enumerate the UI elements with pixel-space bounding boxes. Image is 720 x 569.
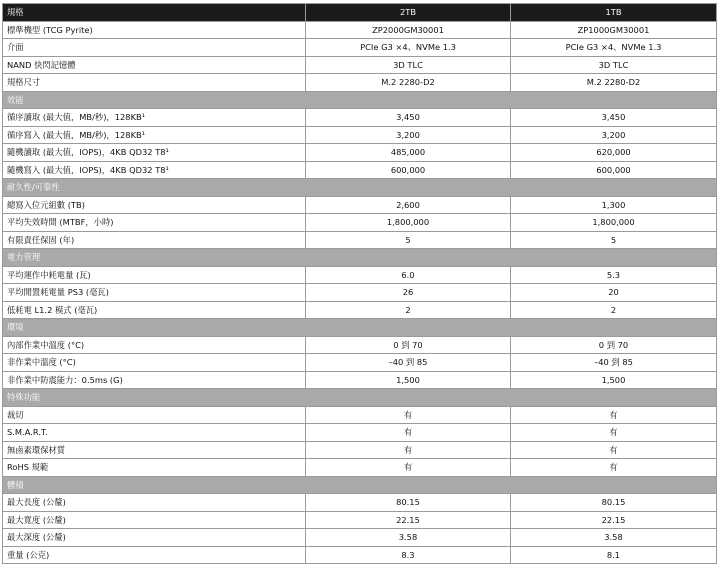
value-2tb: 有 (306, 441, 511, 459)
value-1tb: 1,300 (511, 196, 717, 214)
spec-label: 低耗電 L1.2 模式 (毫瓦) (3, 301, 306, 319)
value-2tb: –40 到 85 (306, 354, 511, 372)
value-2tb: 485,000 (306, 144, 511, 162)
table-row (3, 144, 717, 162)
spec-label: RoHS 規範 (3, 459, 306, 477)
table-row (3, 406, 717, 424)
spec-label: 最大寬度 (公釐) (3, 511, 306, 529)
spec-label: 非作業中防震能力：0.5ms (G) (3, 371, 306, 389)
spec-label: 無鹵素環保材質 (3, 441, 306, 459)
spec-label: 介面 (3, 39, 306, 57)
value-1tb: 80.15 (511, 494, 717, 512)
table-row (3, 441, 717, 459)
header-1tb: 1TB (511, 4, 717, 22)
value-1tb: M.2 2280-D2 (511, 74, 717, 92)
value-2tb: 有 (306, 459, 511, 477)
spec-label: NAND 快閃記憶體 (3, 56, 306, 74)
value-1tb: 有 (511, 424, 717, 442)
value-1tb: 0 到 70 (511, 336, 717, 354)
value-2tb: 2,600 (306, 196, 511, 214)
value-2tb: 5 (306, 231, 511, 249)
section-title: 體積 (3, 476, 717, 494)
value-2tb: 8.3 (306, 546, 511, 564)
spec-label: 最大深度 (公釐) (3, 529, 306, 547)
value-1tb: 有 (511, 441, 717, 459)
section-title: 效能 (3, 91, 717, 109)
spec-label: 內部作業中溫度 (°C) (3, 336, 306, 354)
value-1tb: –40 到 85 (511, 354, 717, 372)
value-2tb: 2 (306, 301, 511, 319)
table-row (3, 214, 717, 232)
value-2tb: 3,450 (306, 109, 511, 127)
section-title: 耐久性/可靠性 (3, 179, 717, 197)
spec-label: 最大長度 (公釐) (3, 494, 306, 512)
section-header-row (3, 179, 717, 197)
table-row (3, 21, 717, 39)
value-1tb: 2 (511, 301, 717, 319)
header-2tb: 2TB (306, 4, 511, 22)
value-1tb: 有 (511, 459, 717, 477)
spec-label: 隨機寫入 (最大值，IOPS)，4KB QD32 T8¹ (3, 161, 306, 179)
spec-label: 循序寫入 (最大值，MB/秒)，128KB¹ (3, 126, 306, 144)
value-2tb: 3,200 (306, 126, 511, 144)
value-1tb: 有 (511, 406, 717, 424)
value-2tb: M.2 2280-D2 (306, 74, 511, 92)
table-row (3, 126, 717, 144)
table-row (3, 511, 717, 529)
spec-label: 總寫入位元組數 (TB) (3, 196, 306, 214)
table-row (3, 546, 717, 564)
table-row (3, 74, 717, 92)
section-title: 特殊功能 (3, 389, 717, 407)
table-row (3, 529, 717, 547)
section-title: 環境 (3, 319, 717, 337)
value-1tb: 22.15 (511, 511, 717, 529)
section-header-row (3, 91, 717, 109)
value-1tb: 20 (511, 284, 717, 302)
value-2tb: 1,500 (306, 371, 511, 389)
table-body (3, 21, 717, 564)
section-header-row (3, 319, 717, 337)
value-1tb: PCIe G3 ×4、NVMe 1.3 (511, 39, 717, 57)
spec-label: 標準機型 (TCG Pyrite) (3, 21, 306, 39)
spec-label: S.M.A.R.T. (3, 424, 306, 442)
value-1tb: 1,800,000 (511, 214, 717, 232)
value-2tb: 6.0 (306, 266, 511, 284)
table-row (3, 301, 717, 319)
table-row (3, 231, 717, 249)
section-header-row (3, 389, 717, 407)
spec-label: 平均失效時間 (MTBF，小時) (3, 214, 306, 232)
value-2tb: PCIe G3 ×4、NVMe 1.3 (306, 39, 511, 57)
value-1tb: 5.3 (511, 266, 717, 284)
value-1tb: 620,000 (511, 144, 717, 162)
value-2tb: 600,000 (306, 161, 511, 179)
value-1tb: 1,500 (511, 371, 717, 389)
table-header-row (3, 4, 717, 22)
value-2tb: 3.58 (306, 529, 511, 547)
spec-label: 平均閒置耗電量 PS3 (毫瓦) (3, 284, 306, 302)
value-2tb: 有 (306, 424, 511, 442)
spec-label: 規格尺寸 (3, 74, 306, 92)
table-row (3, 424, 717, 442)
table-row (3, 196, 717, 214)
value-1tb: 5 (511, 231, 717, 249)
table-row (3, 494, 717, 512)
value-1tb: 3,450 (511, 109, 717, 127)
value-2tb: 0 到 70 (306, 336, 511, 354)
section-header-row (3, 476, 717, 494)
spec-label: 非作業中溫度 (°C) (3, 354, 306, 372)
value-2tb: 有 (306, 406, 511, 424)
value-2tb: 1,800,000 (306, 214, 511, 232)
value-2tb: ZP2000GM30001 (306, 21, 511, 39)
table-row (3, 161, 717, 179)
table-row (3, 336, 717, 354)
value-1tb: 3D TLC (511, 56, 717, 74)
table-row (3, 39, 717, 57)
spec-table (2, 3, 717, 564)
spec-label: 裁切 (3, 406, 306, 424)
value-2tb: 26 (306, 284, 511, 302)
table-row (3, 266, 717, 284)
section-header-row (3, 249, 717, 267)
table-row (3, 371, 717, 389)
spec-label: 隨機讀取 (最大值，IOPS)，4KB QD32 T8¹ (3, 144, 306, 162)
table-row (3, 56, 717, 74)
spec-label: 有限責任保固 (年) (3, 231, 306, 249)
table-row (3, 354, 717, 372)
value-2tb: 3D TLC (306, 56, 511, 74)
value-1tb: 3,200 (511, 126, 717, 144)
value-2tb: 80.15 (306, 494, 511, 512)
spec-label: 重量 (公克) (3, 546, 306, 564)
table-row (3, 284, 717, 302)
spec-label: 平均運作中耗電量 (瓦) (3, 266, 306, 284)
value-1tb: ZP1000GM30001 (511, 21, 717, 39)
value-2tb: 22.15 (306, 511, 511, 529)
section-title: 電力管理 (3, 249, 717, 267)
spec-label: 循序讀取 (最大值，MB/秒)，128KB¹ (3, 109, 306, 127)
value-1tb: 600,000 (511, 161, 717, 179)
table-row (3, 459, 717, 477)
table-row (3, 109, 717, 127)
value-1tb: 8.1 (511, 546, 717, 564)
value-1tb: 3.58 (511, 529, 717, 547)
header-spec-label: 規格 (3, 4, 306, 22)
